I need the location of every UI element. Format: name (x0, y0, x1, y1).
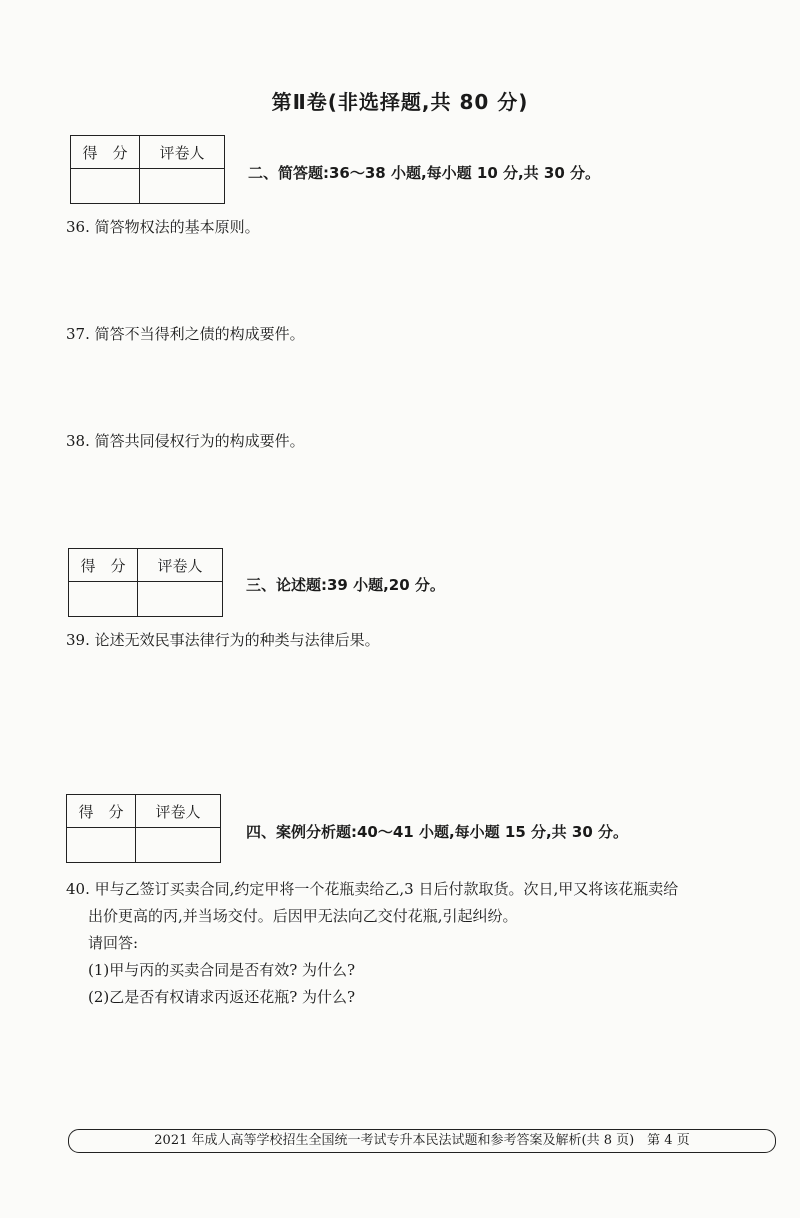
section-2-heading: 二、简答题:36～38 小题,每小题 10 分,共 30 分。 (248, 164, 601, 182)
score-label: 得 分 (71, 136, 140, 169)
score-table-section-3 (68, 548, 223, 617)
score-cell (69, 582, 138, 617)
page-footer: 2021 年成人高等学校招生全国统一考试专升本民法试题和参考答案及解析(共 8 页) 第 4 页 (68, 1129, 776, 1153)
question-38: 38. 简答共同侵权行为的构成要件。 (66, 432, 305, 450)
question-40 (66, 876, 786, 1011)
score-label: 得 分 (67, 795, 136, 828)
grader-cell (140, 169, 225, 204)
question-37: 37. 简答不当得利之债的构成要件。 (66, 325, 305, 343)
section-3-heading: 三、论述题:39 小题,20 分。 (246, 576, 445, 594)
score-table-section-2 (70, 135, 225, 204)
section-4-heading: 四、案例分析题:40～41 小题,每小题 15 分,共 30 分。 (246, 823, 629, 841)
question-40-sub-2: (2)乙是否有权请求丙返还花瓶? 为什么? (88, 988, 356, 1006)
score-label: 得 分 (69, 549, 138, 582)
grader-cell (136, 828, 221, 863)
question-39: 39. 论述无效民事法律行为的种类与法律后果。 (66, 631, 380, 649)
question-40-prompt: 请回答: (88, 934, 139, 952)
question-40-line-2: 出价更高的丙,并当场交付。后因甲无法向乙交付花瓶,引起纠纷。 (88, 907, 518, 925)
grader-label: 评卷人 (140, 136, 225, 169)
question-40-line-1: 40. 甲与乙签订买卖合同,约定甲将一个花瓶卖给乙,3 日后付款取货。次日,甲又将该花瓶卖给 (66, 880, 679, 898)
grader-cell (138, 582, 223, 617)
grader-label: 评卷人 (136, 795, 221, 828)
question-36: 36. 简答物权法的基本原则。 (66, 218, 260, 236)
score-cell (67, 828, 136, 863)
score-cell (71, 169, 140, 204)
question-40-sub-1: (1)甲与丙的买卖合同是否有效? 为什么? (88, 961, 356, 979)
volume-title: 第Ⅱ卷(非选择题,共 80 分) (271, 90, 529, 114)
grader-label: 评卷人 (138, 549, 223, 582)
score-table-section-4 (66, 794, 221, 863)
